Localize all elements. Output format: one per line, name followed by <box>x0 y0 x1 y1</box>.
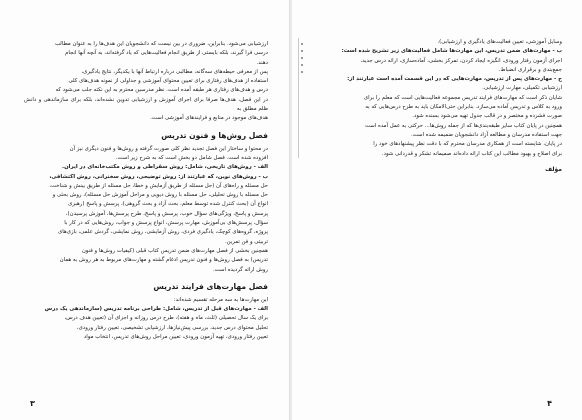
text-line: تدریس) به فصل روش‌ها و فنون تدریس ادغام گشته و مهارت‌های مربوط به هر روش به همان <box>59 257 268 264</box>
author-signature: مؤلف <box>545 165 562 173</box>
right-page-text <box>314 38 562 174</box>
text-line: درسی فرا گیرند، بلکه بایستی از طریق انجام فعالیت‌هایی که یاد گرفته‌اند، به آنچه آنها انجام <box>65 50 268 57</box>
text-line: ورود به کلاس و تدریس آماده می‌سازد. بنابراین حتی‌الامکان باید به طرح درس‌هایی که به <box>365 104 562 111</box>
teaching-methods-paragraphs <box>24 145 268 275</box>
text-line: در این فصل، هدف‌ها صرفا برای اجرای آموزش و ارزشیابی تدوین نشده‌اند، بلکه برای سازماندهی و دانش ظلم مطلق به <box>24 96 268 113</box>
text-line: وسایل آموزشی، تعیین فعالیت‌های یادگیری و ارزشیابی). <box>437 39 562 45</box>
right-paragraphs <box>314 38 562 159</box>
text-line: درس و هدف‌های رفتاری هر طبقه آمده است. نظر مدرسین محترم به این نکته جلب می‌شود که <box>55 87 268 94</box>
text-line: پس از معرفی حیطه‌های سه‌گانه، مطالبی درباره ارتباط آنها با یکدیگر، نتایج یادگیری، <box>81 68 268 75</box>
left-intro-paragraphs <box>24 40 268 124</box>
text-line: در پایان، شایسته است از همکاری مدرسان محترم که با دقت نظر پیشنهادهای خود را <box>373 141 562 148</box>
text-line: ب - روش‌های نوین، که عبارتند از: روش توضیحی، روش سخنرانی، روش اکتشافی، <box>49 173 268 180</box>
text-line: اجرای آزمون رفتار ورودی، انگیزه ایجاد کردن، تمرکز بخشی، آماده‌سازی، ارائه درس جدید، <box>360 57 562 64</box>
text-line: افزوده شده است. فصل شامل دو بخش است که به شرح زیر است. <box>115 154 268 161</box>
text-line: تعیین رفتار ورودی، تهیه آزمون ورودی، تعیین مراحل روش‌های تدریس، انتخاب مواد <box>83 334 268 341</box>
text-line: ب - مهارت‌های ضمن تدریس، این مهارت‌ها شامل فعالیت‌های زیر تشریح شده است: <box>341 48 562 55</box>
text-line: روش ارائه گردیده است. <box>212 266 268 273</box>
left-page <box>0 0 290 420</box>
text-line: پروژه، گروه‌های کوچک، یادگیری فردی، روش آزمایشی، روش نمایشی، گردش علمی، بازی‌های <box>58 229 268 236</box>
text-line: همچنین در پایان کتاب سایر طبقه‌بندی‌ها که از جمله روش‌ها... حرکتی به عمل آمده است <box>364 122 562 129</box>
text-line: حل مسئله و راه‌های آن (حل مسئله از طریق آزمایش و خطا، حل مسئله از طریق بینش و شناخت، <box>49 182 268 189</box>
text-line: الف - مهارت‌های قبل از تدریس، شامل: طراحی برنامه تدریس (سازماندهی یک درس <box>44 306 268 313</box>
text-line: در محتوا و ساختار این فصل تجدید نظر کلی صورت گرفته و روش‌ها و فنون دیگری نیز آن <box>69 145 268 152</box>
teaching-process-paragraphs <box>24 296 268 342</box>
text-line: صورت فشرده و مختصر و در قالب جدول تهیه می‌شود بسنده شود. <box>412 113 562 120</box>
text-line: جهت استفاده مدرسان و مطالعه آزاد دانشجویان ضمیمه شده است. <box>411 131 562 138</box>
text-line: برای اصلاح و بهبود مطالب این کتاب ارائه داده‌اند صمیمانه تشکر و قدردانی شود. <box>381 150 562 157</box>
text-line: پرسش و پاسخ، ویژگی‌های سؤال خوب، پرسش و پاسخ، طرح پرسش‌ها، آموزش پرسیدن)، <box>65 210 268 217</box>
text-line: دهند. <box>256 59 268 66</box>
text-line: سؤال، پرسش‌های بی‌آموزش، مهارت پرسش، انواع پرسش و جواب، روش‌هایی که در کار با <box>64 220 268 227</box>
text-line: استفاده از هدف‌های رفتاری برای تعیین محتوای آموزشی و جداولی از نمونه هدف‌های کلی <box>68 78 268 85</box>
heading-teaching-process-skills: فصل مهارت‌های فرایند تدریس <box>153 281 268 291</box>
text-line: این مهارت‌ها به سه مرحله تقسیم شده‌اند: <box>173 296 268 303</box>
text-line: ارزشیابی می‌شود. بنابراین، ضروری در بین نیست که دانشجویان این هدف‌ها را به عنوان مطالب <box>54 41 268 47</box>
text-line: ج - مهارت‌های پس از تدریس، مهارت‌هایی که در این قسمت آمده است عبارتند از: <box>347 76 562 83</box>
page-number-right: ۴ <box>547 399 552 408</box>
text-line: حل مسئله با روش تحلیلی، حل مسئله با روش دیویی و مراحل آموزش حل مسئله)، روش بحثی و <box>52 192 268 199</box>
left-page-text <box>24 40 268 342</box>
text-line: همچنین بخشی از فصل مهارت‌های ضمن تدریس کتاب قبلی (کیفیات روش‌ها و فنون <box>81 247 268 254</box>
margin-mark <box>298 38 305 158</box>
right-page <box>292 0 582 420</box>
text-line: جمع‌بندی و برقراری انضباط. <box>498 66 562 73</box>
page-number-left: ۳ <box>30 399 35 408</box>
text-line: انواع آن (بحث کنترل شده توسط معلم، بحث آزاد و بحث گروهی)، پرسش و پاسخ (رهبری <box>68 201 268 208</box>
text-line: تربیتی و فن تمرین. <box>224 238 268 245</box>
text-line: تحلیل محتوای درس جدید، بررسی پیش‌نیازها، ارزشیابی تشخیصی، تعیین رفتار ورودی، <box>76 324 268 331</box>
text-line: شایان ذکر است که مهارت‌های فرایند تدریس مجموعه فعالیت‌هایی است که معلم را برای <box>363 94 562 101</box>
text-line: ارزشیابی تکمیلی، مهارت ارزشیابی. <box>482 85 562 92</box>
heading-teaching-methods: فصل روش‌ها و فنون تدریس <box>161 130 268 140</box>
text-line: برای یک سال تحصیلی (ثلث، ماه و هفته)، طرح درس روزانه و اجزای آن (تعیین هدف درس، <box>64 315 268 322</box>
text-line: الف - روش‌های تاریخی، شامل: روش سقراطی و روش مکتب‌خانه‌ای در ایران. <box>62 164 268 171</box>
text-line: هدف‌های موجود در منابع و فرایندهای آموزشی است. <box>150 115 268 122</box>
